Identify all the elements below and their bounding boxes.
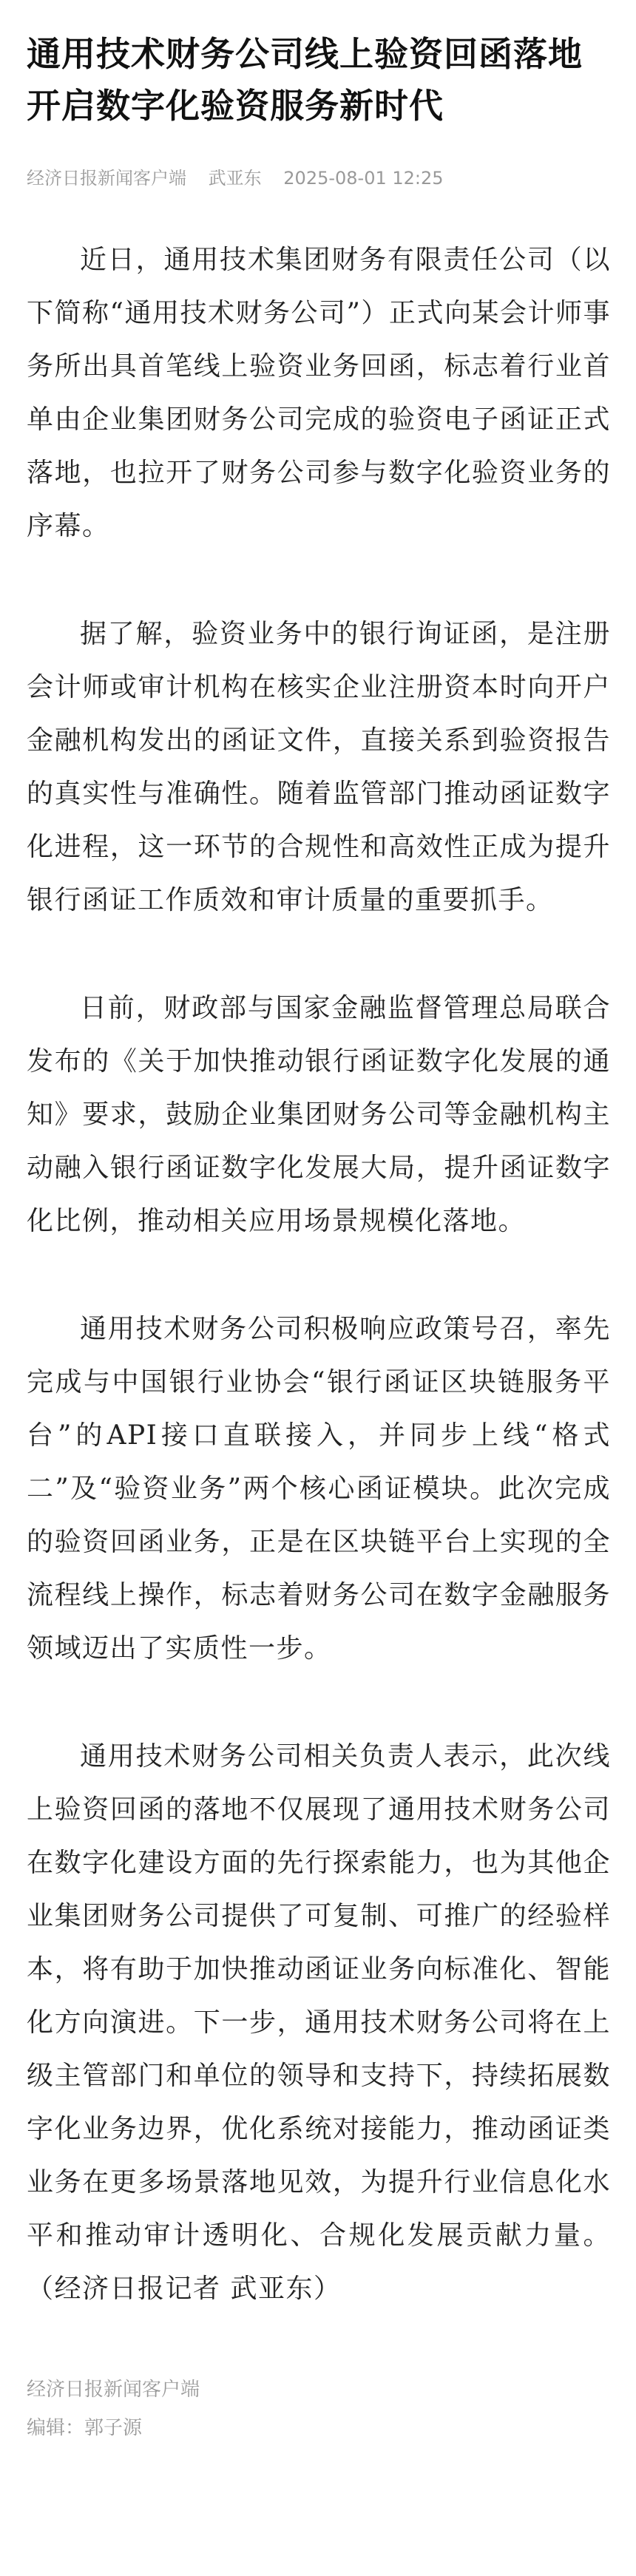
article-paragraph: 日前，财政部与国家金融监督管理总局联合发布的《关于加快推动银行函证数字化发展的通知》要求，鼓励企业集团财务公司等金融机构主动融入银行函证数字化发展大局，提升函证数字化比例，推动相关应用场景规模化落地。 [27,993,611,1236]
article-paragraph: 近日，通用技术集团财务有限责任公司（以下简称“通用技术财务公司”）正式向某会计师事务所出具首笔线上验资业务回函，标志着行业首单由企业集团财务公司完成的验资电子函证正式落地，也拉开了财务公司参与数字化验资业务的序幕。 [27,245,611,541]
article-source[interactable]: 经济日报新闻客户端 [27,168,186,189]
article-paragraph: 通用技术财务公司相关负责人表示，此次线上验资回函的落地不仅展现了通用技术财务公司在数字化建设方面的先行探索能力，也为其他企业集团财务公司提供了可复制、可推广的经验样本，将有助于加快推动函证业务向标准化、智能化方向演进。下一步，通用技术财务公司将在上级主管部门和单位的领导和支持下，持续拓展数字化业务边界，优化系统对接能力，推动函证类业务在更多场景落地见效，为提升行业信息化水平和推动审计透明化、合规化发展贡献力量。（经济日报记者 武亚东） [27,1741,611,2304]
article-footer [27,2370,611,2447]
article [27,0,611,2447]
article-paragraph: 据了解，验资业务中的银行询证函，是注册会计师或审计机构在核实企业注册资本时向开户金融机构发出的函证文件，直接关系到验资报告的真实性与准确性。随着监管部门推动函证数字化进程，这一环节的合规性和高效性正成为提升银行函证工作质效和审计质量的重要抓手。 [27,619,611,915]
article-body [27,234,611,2316]
footer-editor: 编辑：郭子源 [27,2417,143,2439]
article-datetime: 2025-08-01 12:25 [283,168,444,189]
article-author: 武亚东 [208,168,262,189]
article-paragraph: 通用技术财务公司积极响应政策号召，率先完成与中国银行业协会“银行函证区块链服务平台”的API接口直联接入，并同步上线“格式二”及“验资业务”两个核心函证模块。此次完成的验资回函业务，正是在区块链平台上实现的全流程线上操作，标志着财务公司在数字金融服务领域迈出了实质性一步。 [27,1314,611,1664]
footer-source: 经济日报新闻客户端 [27,2379,200,2401]
article-meta [27,166,611,191]
article-title: 通用技术财务公司线上验资回函落地 开启数字化验资服务新时代 [27,34,583,126]
